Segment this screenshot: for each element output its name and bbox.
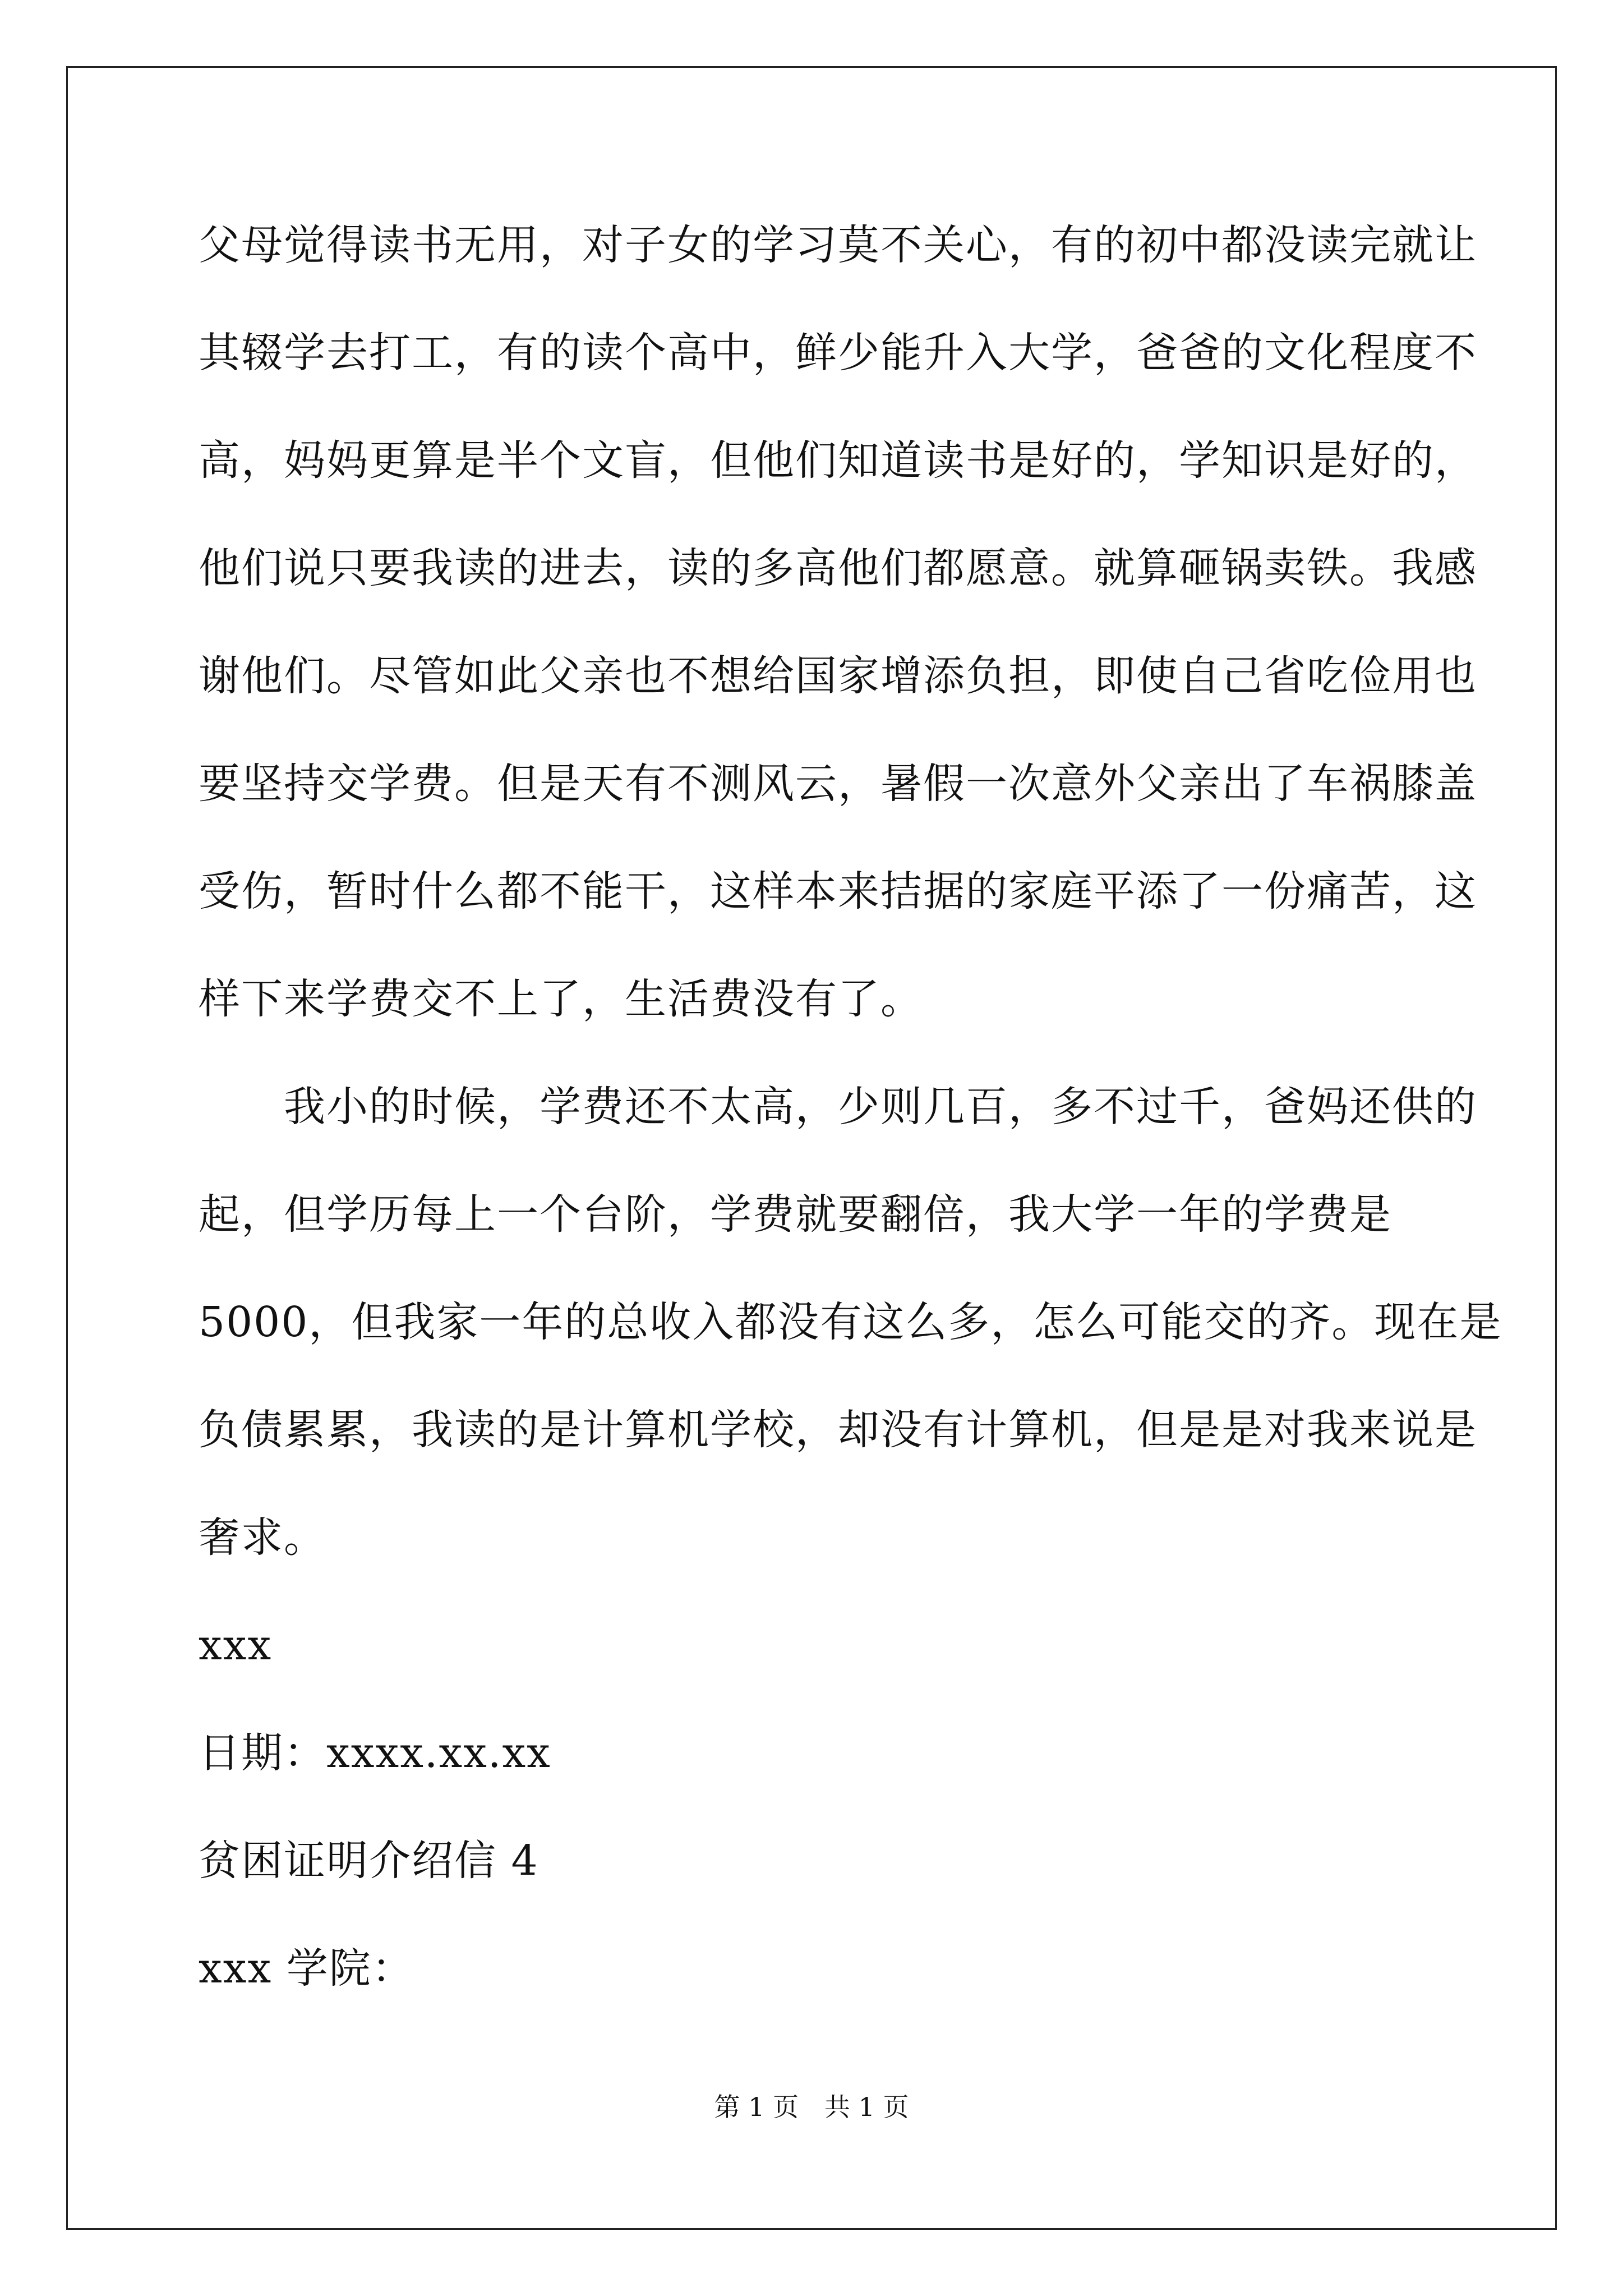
paragraph-line: 受伤，暂时什么都不能干，这样本来拮据的家庭平添了一份痛苦，这: [199, 867, 1477, 915]
paragraph-line: 起，但学历每上一个台阶，学费就要翻倍，我大学一年的学费是: [199, 1190, 1392, 1239]
page-border: [66, 66, 1557, 2230]
paragraph-line: 5000，但我家一年的总收入都没有这么多，怎么可能交的齐。现在是: [199, 1298, 1502, 1346]
paragraph-line: 负债累累，我读的是计算机学校，却没有计算机，但是是对我来说是: [199, 1406, 1477, 1454]
section-title: 贫困证明介绍信 4: [199, 1837, 539, 1885]
signature-name: xxx: [199, 1621, 273, 1669]
paragraph-line: 高，妈妈更算是半个文盲，但他们知道读书是好的，学知识是好的，: [199, 436, 1477, 485]
paragraph-line: 样下来学费交不上了，生活费没有了。: [199, 975, 923, 1023]
page-footer: 第 1 页 共 1 页: [714, 2092, 909, 2122]
salutation: xxx 学院：: [199, 1944, 414, 1993]
paragraph-line: 其辍学去打工，有的读个高中，鲜少能升入大学，爸爸的文化程度不: [199, 329, 1477, 377]
paragraph-line: 奢求。: [199, 1513, 326, 1562]
paragraph-line: 我小的时候，学费还不太高，少则几百，多不过千，爸妈还供的: [199, 1083, 1477, 1131]
paragraph-line: 要坚持交学费。但是天有不测风云，暑假一次意外父亲出了车祸膝盖: [199, 760, 1477, 808]
paragraph-line: 谢他们。尽管如此父亲也不想给国家增添负担，即使自己省吃俭用也: [199, 652, 1477, 700]
paragraph-line: 他们说只要我读的进去，读的多高他们都愿意。就算砸锅卖铁。我感: [199, 544, 1477, 592]
paragraph-line: 父母觉得读书无用，对子女的学习莫不关心，有的初中都没读完就让: [199, 221, 1477, 269]
date-line: 日期：xxxx.xx.xx: [199, 1729, 551, 1777]
